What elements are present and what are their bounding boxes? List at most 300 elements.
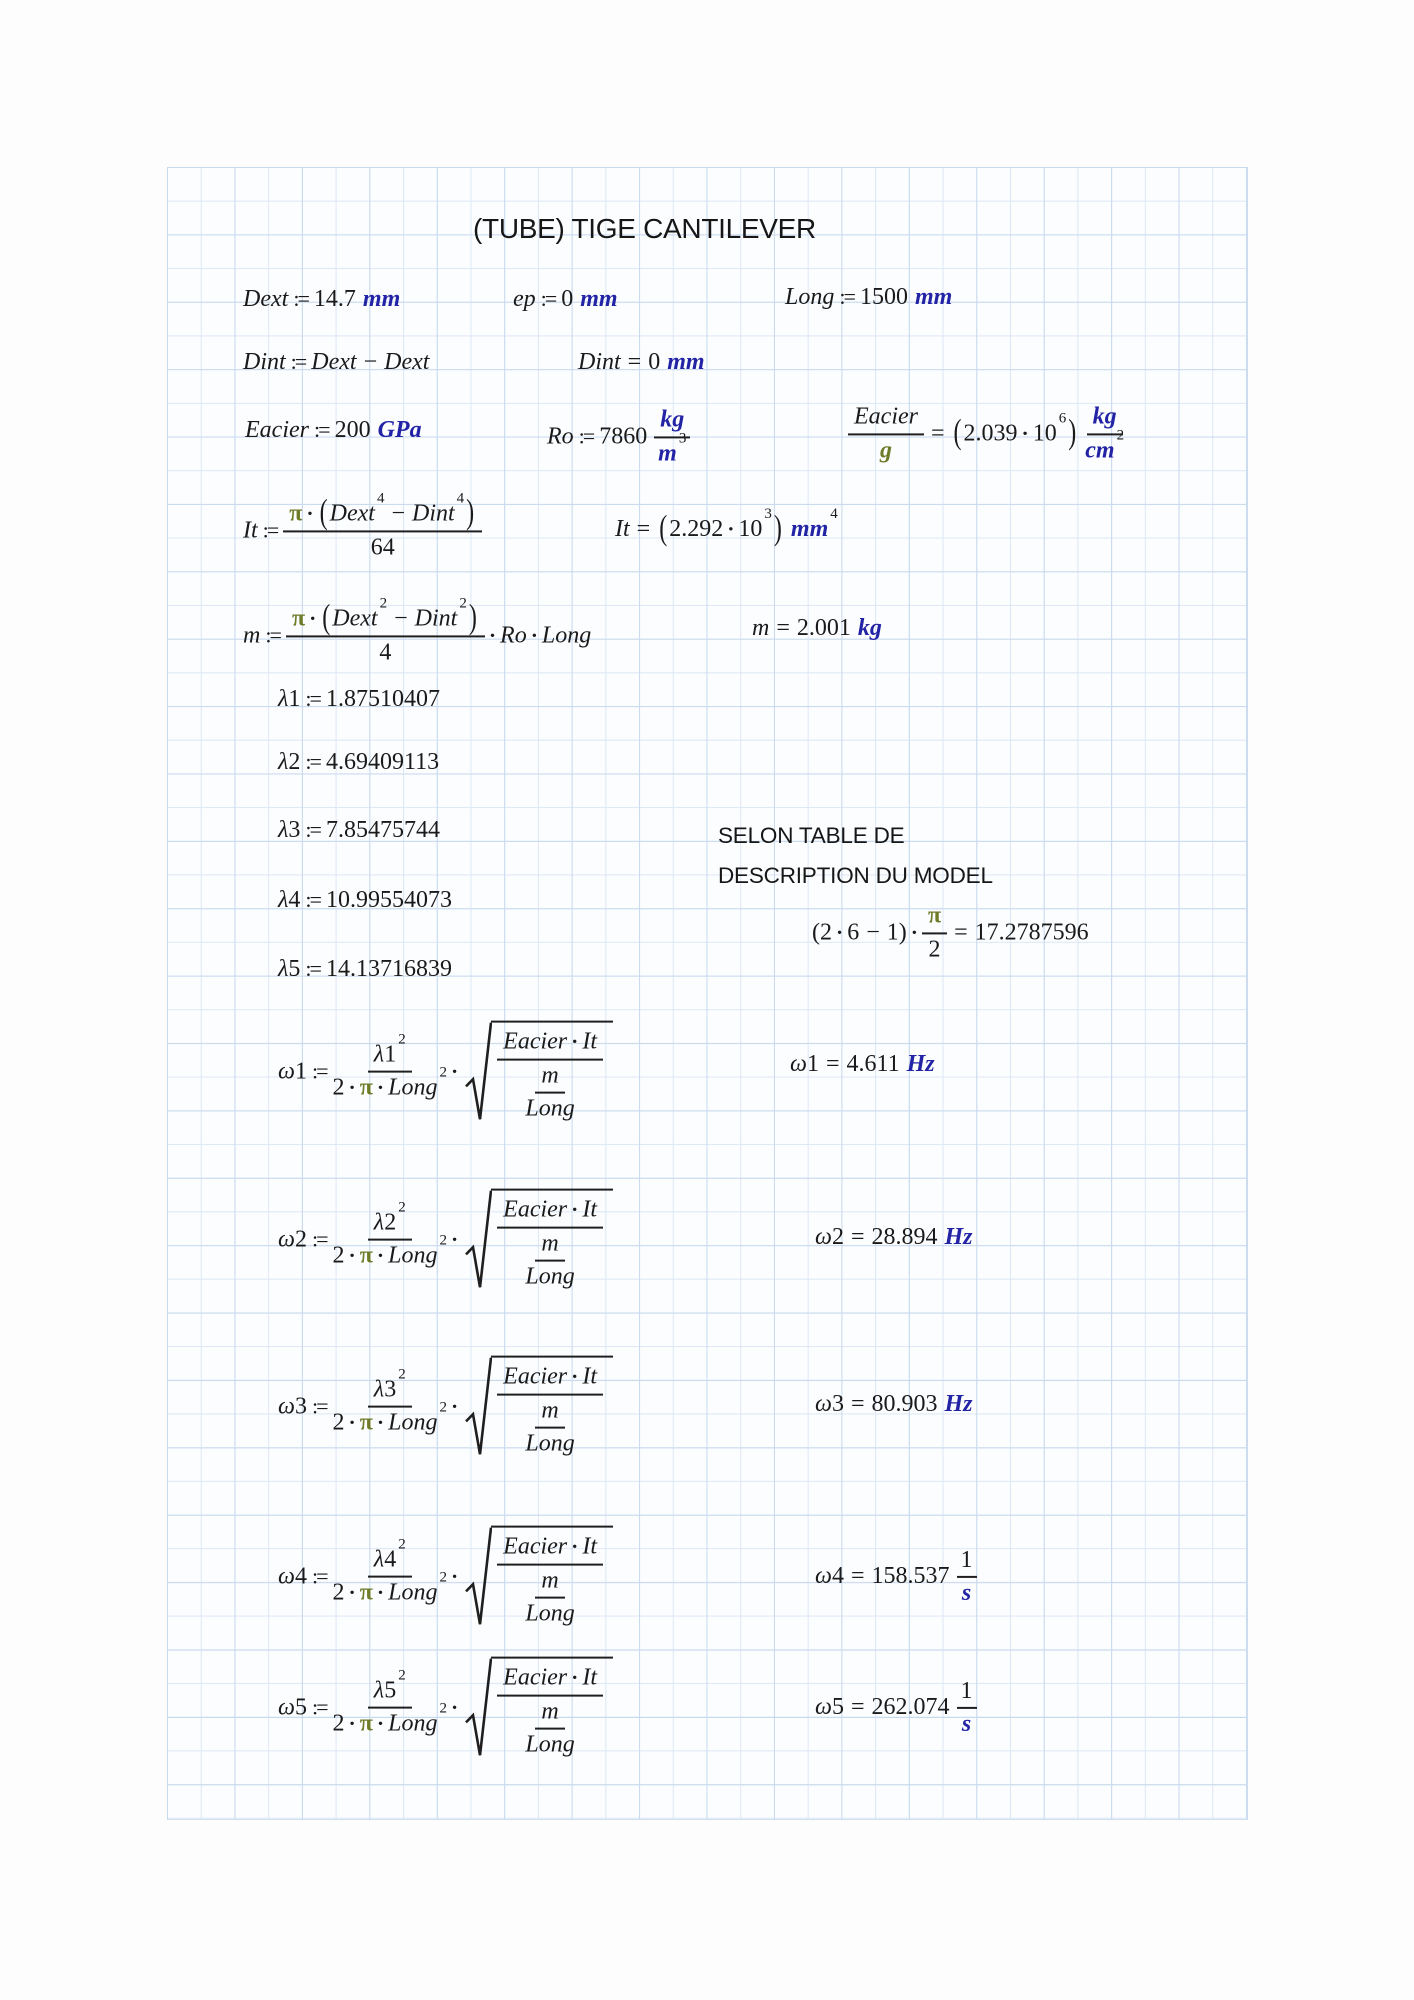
equals-op: = [850,1694,865,1721]
variable: λ [278,817,289,844]
fraction [525,1567,574,1628]
variable-index: 1 [384,1041,397,1068]
radical-icon [465,1356,492,1459]
variable: λ [373,1376,385,1403]
times-dot: · [348,1244,356,1268]
equals-op: = [850,1563,865,1590]
variable: Ro [500,622,527,649]
value: 14.7 [313,286,356,313]
value: 2.001 [796,615,851,642]
variable-index: 1 [806,1051,819,1078]
variable: Eacier [245,417,309,444]
fraction [848,403,924,464]
variable: ω [278,1058,295,1085]
variable: Long [525,1430,575,1457]
variable: m [541,1698,559,1725]
math-region-omega3-def[interactable] [278,1356,613,1459]
value: 80.903 [871,1391,938,1418]
variable: Long [525,1600,575,1627]
right-paren: ) [898,919,907,946]
variable: λ [278,956,289,983]
unit-fraction [654,406,690,467]
variable: Long [785,284,835,311]
times-dot: · [450,1059,459,1084]
times-dot: · [309,606,317,631]
variable: Dint [414,605,458,632]
value: 2.039 [963,420,1018,447]
unit-fraction [957,1547,977,1607]
variable-index: 4 [831,1563,844,1590]
assign-op: := [540,286,556,312]
math-region-eacier[interactable] [245,417,422,445]
unit: m [658,440,677,466]
math-region-omega1-result[interactable] [790,1051,935,1079]
exponent: 2 [439,1233,447,1249]
variable: Long [388,1580,438,1606]
exponent: 2 [398,1366,406,1383]
value: 2 [332,1580,345,1606]
radical-icon [465,1189,492,1292]
left-paren: ( [322,599,331,637]
equals-op: = [954,919,968,946]
fraction [286,595,485,666]
variable: Eacier [854,403,918,430]
variable-index: 3 [384,1376,397,1403]
variable: Eacier [503,1363,568,1390]
variable: It [582,1664,598,1691]
value: 64 [370,534,395,560]
variable: ω [815,1694,832,1721]
fraction [497,1029,603,1124]
builtin-pi: π [359,1580,373,1606]
unit-fraction [957,1678,977,1738]
value: 4.69409113 [326,749,440,776]
variable: Dext [329,500,375,527]
variable: m [752,615,770,642]
math-region-lambda2[interactable] [278,749,439,777]
page-title[interactable] [473,213,816,245]
square-root [465,1189,613,1292]
equals-op: = [850,1391,865,1418]
variable-index: 3 [294,1393,307,1420]
variable: It [615,516,630,543]
times-dot: · [376,1244,385,1268]
value: 2 [332,1243,345,1269]
variable-index: 4 [288,887,301,914]
equals-op: = [825,1051,840,1078]
variable: m [541,1567,559,1594]
variable: Long [525,1095,575,1122]
value: 17.2787596 [974,919,1089,946]
value: 1 [886,919,899,946]
variable: m [541,1230,559,1257]
variable: Dext [332,605,378,632]
times-dot: · [376,1411,385,1435]
variable: It [582,1196,598,1223]
assign-op: := [311,1226,327,1252]
variable: Dint [243,349,286,376]
value: 0 [648,349,661,376]
times-dot: · [910,920,918,945]
math-region-long[interactable] [785,284,952,312]
value: 0 [561,286,574,313]
right-paren: ) [468,599,477,637]
variable: Long [388,1410,438,1436]
value: 2 [820,919,832,946]
math-region-ro[interactable] [547,406,690,467]
times-dot: · [348,1411,356,1435]
assign-op: := [305,686,320,712]
variable: ω [278,1226,295,1253]
exponent: 2 [439,1701,447,1717]
right-paren: ) [466,494,475,532]
fraction [497,1364,603,1459]
variable-index: 4 [384,1546,397,1573]
times-dot: · [488,623,497,648]
math-region-mode-count[interactable] [812,902,1089,963]
variable: Eacier [503,1196,568,1223]
variable: λ [373,1546,385,1573]
assign-op: := [311,1058,327,1084]
variable: ω [278,1393,295,1420]
variable-index: 2 [288,749,301,776]
variable: λ [373,1209,385,1236]
assign-op: := [311,1563,327,1589]
variable: ω [815,1563,832,1590]
exponent: 2 [439,1570,447,1586]
variable: λ [278,686,289,713]
left-paren: ( [812,919,820,946]
times-dot: · [450,1227,459,1252]
variable: Long [388,1243,438,1269]
value: 2 [928,936,941,962]
page-title-text: (TUBE) TIGE CANTILEVER [473,213,816,244]
value: 1.87510407 [326,686,440,713]
unit: Hz [906,1051,935,1078]
note-line1: SELON TABLE DE [718,823,905,848]
assign-op: := [305,817,320,843]
times-dot: · [571,1029,579,1054]
right-paren: ) [773,509,782,548]
math-region-omega4-def[interactable] [278,1526,613,1629]
math-region-omega5-def[interactable] [278,1657,613,1760]
left-paren: ( [319,494,328,532]
equals-op: = [930,420,945,447]
fraction [332,1667,447,1738]
minus-op: − [866,919,880,946]
exponent: 2 [398,1667,406,1684]
square-root [465,1526,613,1629]
math-region-omega2-result[interactable] [815,1224,973,1252]
value: 7860 [599,423,648,450]
variable-index: 2 [294,1226,307,1253]
fraction [497,1197,603,1292]
fraction [497,1534,603,1629]
variable-index: 5 [288,956,301,983]
assign-op: := [311,1393,327,1419]
right-paren: ) [1068,413,1077,452]
variable: λ [278,887,289,914]
builtin-pi: π [359,1410,373,1436]
unit: kg [857,615,882,642]
math-region-omega4-result[interactable] [815,1547,977,1607]
variable: λ [373,1677,385,1704]
equals-op: = [776,615,790,642]
variable: λ [373,1041,385,1068]
math-region-lambda4[interactable] [278,887,452,915]
assign-op: := [305,887,320,913]
variable-index: 2 [384,1209,397,1236]
assign-op: := [311,1694,327,1720]
variable-index: 1 [294,1058,307,1085]
value: 158.537 [871,1563,950,1590]
variable: It [582,1363,598,1390]
variable: Long [388,1075,438,1101]
variable: ω [815,1224,832,1251]
note-line2: DESCRIPTION DU MODEL [718,863,993,888]
math-region-m-result[interactable] [752,615,882,643]
variable: m [541,1397,559,1424]
times-dot: · [571,1665,579,1690]
unit: s [961,1710,972,1737]
times-dot: · [1021,421,1029,446]
fraction [525,1062,574,1123]
variable: Long [525,1731,575,1758]
variable: Ro [547,423,574,450]
square-root [465,1021,613,1124]
variable: It [582,1533,598,1560]
fraction [332,1366,447,1437]
variable: Dext [384,349,430,376]
math-region-omega5-result[interactable] [815,1678,977,1738]
square-root [465,1356,613,1459]
variable: ω [790,1051,807,1078]
exponent: 2 [379,595,388,612]
times-dot: · [376,1076,385,1100]
times-dot: · [727,517,735,542]
variable: ω [278,1563,295,1590]
equals-op: = [636,516,651,543]
variable: Long [541,622,592,649]
times-dot: · [571,1534,579,1559]
value: 28.894 [871,1224,938,1251]
math-region-lambda5[interactable] [278,956,452,984]
value: 200 [334,417,371,444]
exponent: 3 [678,430,687,446]
exponent: 6 [1058,410,1067,427]
math-region-omega2-def[interactable] [278,1189,613,1292]
variable-index: 3 [288,817,301,844]
fraction [283,490,482,561]
square-root [465,1657,613,1760]
value: 2 [332,1075,345,1101]
radical-icon [465,1021,492,1124]
value: 6 [847,919,860,946]
times-dot: · [376,1581,385,1605]
fraction [332,1031,447,1102]
builtin-pi: π [359,1075,373,1101]
variable: ω [815,1391,832,1418]
math-region-m-def[interactable] [243,595,592,666]
unit: mm [667,349,705,376]
unit-fraction [1085,403,1124,464]
left-paren: ( [659,509,668,548]
value: 1500 [859,284,908,311]
exponent: 2 [459,595,467,612]
times-dot: · [348,1712,356,1736]
value: 4 [379,639,392,665]
variable: Long [525,1263,575,1290]
builtin-g: g [879,437,892,463]
exponent: 2 [1116,427,1125,443]
unit-numerator: 1 [960,1546,973,1573]
math-region-lambda3[interactable] [278,817,440,845]
variable-index: 5 [294,1694,307,1721]
variable: ω [278,1694,295,1721]
exponent: 2 [398,1031,406,1048]
assign-op: := [265,622,280,648]
value: 2 [332,1711,345,1737]
variable: Long [388,1711,438,1737]
variable: Eacier [503,1028,568,1055]
value: 262.074 [871,1694,950,1721]
unit-numerator: 1 [960,1677,973,1704]
builtin-pi: π [359,1243,373,1269]
unit: GPa [377,417,422,444]
exponent: 2 [398,1536,406,1553]
note-region[interactable] [718,816,993,896]
variable: Eacier [503,1664,568,1691]
equals-op: = [850,1224,865,1251]
variable: λ [278,749,289,776]
exponent: 4 [376,490,385,507]
value: 2 [332,1410,345,1436]
times-dot: · [348,1076,356,1100]
math-region-omega1-def[interactable] [278,1021,613,1124]
assign-op: := [839,284,854,310]
unit: s [961,1579,972,1606]
value: 10 [1032,420,1057,447]
variable-index: 5 [384,1677,397,1704]
minus-op: − [394,605,408,632]
minus-op: − [391,500,405,527]
variable: m [243,622,261,649]
times-dot: · [530,623,538,648]
assign-op: := [578,423,594,449]
fraction [332,1536,447,1607]
fraction [497,1665,603,1760]
variable: It [582,1028,598,1055]
times-dot: · [348,1581,356,1605]
times-dot: · [376,1712,385,1736]
assign-op: := [290,349,306,375]
builtin-pi: π [291,605,306,632]
fraction [525,1397,574,1458]
variable-index: 3 [831,1391,844,1418]
variable: Dext [243,286,289,313]
fraction [525,1698,574,1759]
variable: Eacier [503,1533,568,1560]
exponent: 3 [764,506,772,523]
fraction [525,1230,574,1291]
value: 14.13716839 [326,956,452,983]
assign-op: := [262,517,278,543]
variable-index: 5 [831,1694,844,1721]
variable: It [243,517,258,544]
unit: mm [580,286,618,313]
exponent: 2 [439,1400,447,1416]
exponent: 2 [439,1065,447,1081]
assign-op: := [293,286,308,312]
unit: mm [914,284,953,311]
unit: Hz [944,1224,973,1251]
math-region-dext[interactable] [243,286,400,314]
variable-index: 1 [288,686,301,713]
builtin-pi: π [927,902,942,929]
radical-icon [465,1657,492,1760]
math-region-it-def[interactable] [243,490,482,561]
assign-op: := [305,956,320,982]
variable: m [541,1062,559,1089]
unit: kg [660,406,685,433]
variable: Dext [311,349,357,376]
minus-op: − [363,349,378,376]
math-region-eacier-over-g[interactable] [848,403,1124,464]
radical-icon [465,1526,492,1629]
variable: Dint [578,349,621,376]
value: 2.292 [669,516,724,543]
value: 10 [738,516,763,543]
exponent: 4 [830,506,838,523]
times-dot: · [571,1197,579,1222]
variable: ep [513,286,536,313]
unit: cm [1085,437,1115,463]
times-dot: · [450,1394,459,1419]
math-region-dint-result[interactable] [578,349,705,377]
value: 4.611 [846,1051,900,1078]
math-region-ep[interactable] [513,286,618,314]
unit: Hz [944,1391,973,1418]
variable: Dint [411,500,455,527]
value: 10.99554073 [326,887,452,914]
times-dot: · [450,1564,459,1589]
math-region-it-result[interactable] [615,506,838,548]
fraction [922,902,947,963]
math-region-omega3-result[interactable] [815,1391,973,1419]
math-region-dint-def[interactable] [243,349,429,377]
exponent: 4 [456,490,465,507]
builtin-pi: π [289,500,303,527]
assign-op: := [313,417,329,443]
variable-index: 2 [831,1224,844,1251]
assign-op: := [305,749,320,775]
builtin-pi: π [359,1711,373,1737]
value: 7.85475744 [326,817,440,844]
left-paren: ( [953,413,962,452]
variable-index: 4 [294,1563,307,1590]
times-dot: · [450,1695,459,1720]
times-dot: · [836,920,844,945]
unit: mm [790,516,829,543]
times-dot: · [571,1364,579,1389]
exponent: 2 [398,1199,406,1216]
times-dot: · [306,501,314,526]
math-region-lambda1[interactable] [278,686,440,714]
equals-op: = [627,349,642,376]
fraction [332,1199,447,1270]
unit: mm [362,286,401,313]
unit: kg [1092,403,1117,430]
